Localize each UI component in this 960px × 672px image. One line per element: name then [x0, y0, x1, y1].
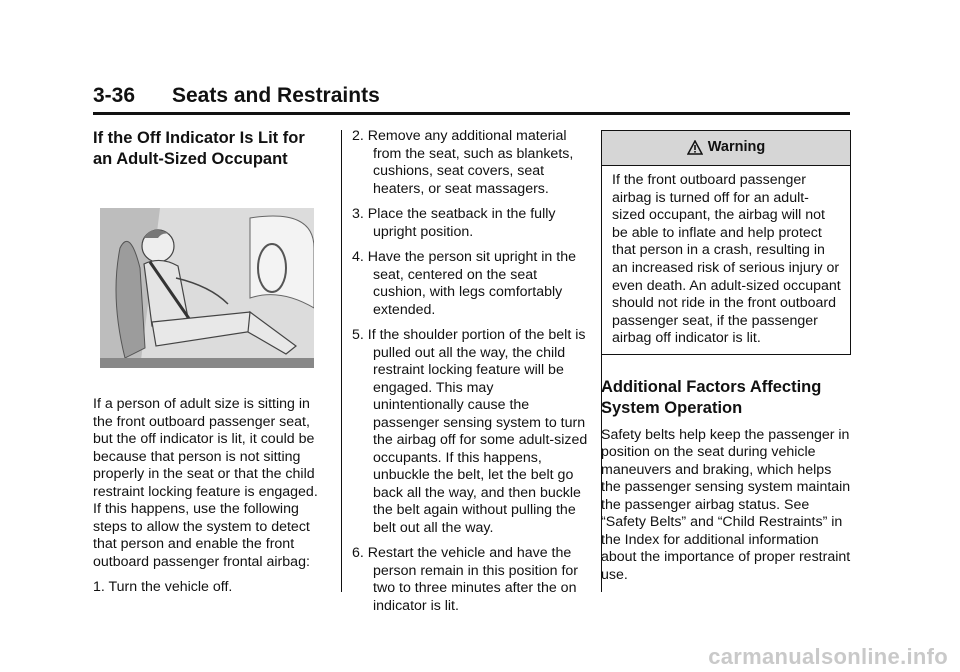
section-heading: If the Off Indicator Is Lit for an Adult-Sized Occupant [93, 129, 305, 168]
section-title: Seats and Restraints [172, 84, 380, 107]
section-heading: Additional Factors Affecting System Operation [601, 377, 822, 417]
step-item: 4. Have the person sit upright in the seat, centered on the seat cushion, with legs comfortably extended. [352, 249, 576, 318]
step-item: 5. If the shoulder portion of the belt is pulled out all the way, the child restraint locking feature will be engaged. This may unintentionally cause the passenger sensing system to turn the airbag off for some adult-sized occupants. If this happens, unbuckle the belt, let the belt go back all the way, and then buckle the belt again without pulling the belt out all the way. [352, 327, 588, 536]
step-item: 6. Restart the vehicle and have the person remain in this position for two to three minutes after the on indicator is lit. [352, 545, 579, 614]
step-list [93, 579, 325, 597]
watermark: carmanualsonline.info [708, 644, 948, 669]
step-item: 3. Place the seatback in the fully upright position. [352, 206, 556, 240]
warning-header [602, 131, 850, 166]
step-item: 2. Remove any additional material from the seat, such as blankets, cushions, seat covers, seat heaters, or seat massagers. [352, 128, 574, 197]
column-right [601, 128, 851, 592]
step-list [352, 128, 588, 615]
seated-occupant-illustration [100, 208, 314, 368]
page-number: 3-36 [93, 84, 136, 107]
warning-triangle-icon [687, 140, 703, 156]
column-divider [341, 130, 342, 592]
step-item: 1. Turn the vehicle off. [93, 579, 233, 595]
column-middle [352, 128, 588, 623]
warning-title: Warning [707, 139, 766, 156]
body-paragraph: If a person of adult size is sitting in the front outboard passenger seat, but the off indicator is lit, it could be because that person is not sitting properly in the seat or that the child restraint locking feature is engaged. If this happens, use the following steps to allow the system to detect that person and enable the front outboard passenger frontal airbag: [93, 396, 318, 570]
warning-box [601, 130, 851, 355]
warning-text: If the front outboard passenger airbag is turned off for an adult-sized occupant, the airbag will not be able to inflate and help protect that person in a crash, resulting in an increased risk of serious injury or even death. An adult-sized occupant should not ride in the front outboard passenger seat, if the passenger airbag off indicator is lit. [612, 172, 841, 347]
page-header [93, 82, 850, 115]
column-left [93, 128, 325, 605]
body-paragraph: Safety belts help keep the passenger in position on the seat during vehicle maneuvers and braking, which helps the passenger sensing system maintain the passenger airbag status. See “Safety Belts” and “Child Restraints” in the Index for additional information about the importance of proper restraint use. [601, 426, 851, 583]
